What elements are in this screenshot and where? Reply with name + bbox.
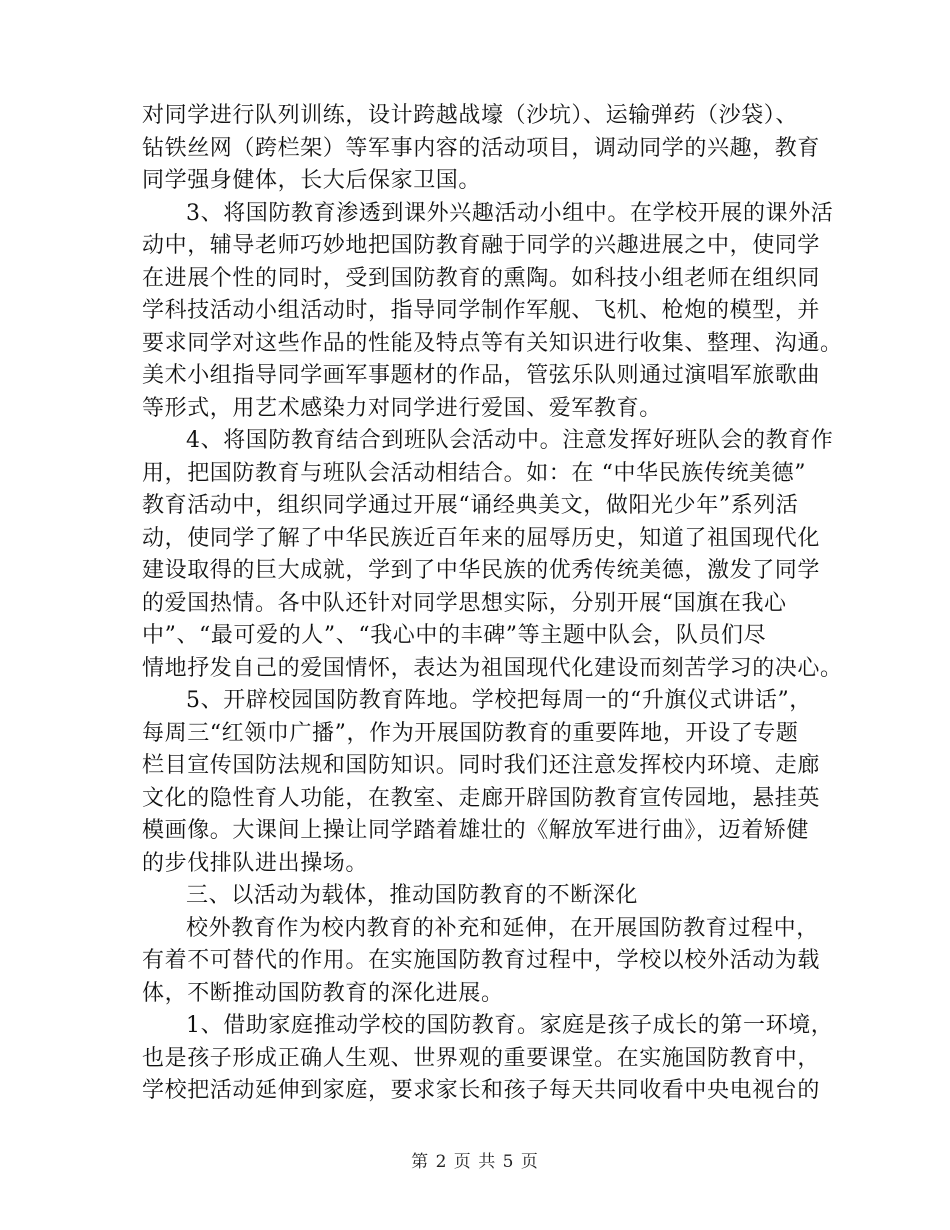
text-line: 等形式，用艺术感染力对同学进行爱国、爱军教育。	[142, 395, 662, 421]
text-line: 教育活动中，组织同学通过开展“诵经典美文，做阳光少年”系列活	[142, 493, 799, 518]
text-line: 的爱国热情。各中队还针对同学思想实际，分别开展“国旗在我心	[142, 590, 787, 616]
paragraph-first-line: 3、将国防教育渗透到课外兴趣活动小组中。在学校开展的课外活	[186, 200, 834, 226]
text-line: 的步伐排队进出操场。	[142, 850, 369, 876]
text-line: 要求同学对这些作品的性能及特点等有关知识进行收集、整理、沟通。	[142, 330, 843, 356]
paragraph-first-line: 5、开辟校园国防教育阵地。学校把每周一的“升旗仪式讲话”，	[186, 688, 812, 713]
text-line: 栏目宣传国防法规和国防知识。同时我们还注意发挥校内环境、走廊	[142, 753, 821, 778]
text-line: 美术小组指导同学画军事题材的作品，管弦乐队则通过演唱军旅歌曲	[142, 363, 821, 388]
text-line: 建设取得的巨大成就，学到了中华民族的优秀传统美德，激发了同学	[142, 558, 821, 583]
text-line: 有着不可替代的作用。在实施国防教育过程中，学校以校外活动为载	[142, 948, 821, 973]
text-line: 在进展个性的同时，受到国防教育的熏陶。如科技小组老师在组织同	[142, 265, 821, 291]
paragraph-first-line: 1、借助家庭推动学校的国防教育。家庭是孩子成长的第一环境，	[186, 1013, 834, 1038]
document-body	[142, 100, 843, 1108]
text-line: 模画像。大课间上操让同学踏着雄壮的《解放军进行曲》，迈着矫健	[142, 818, 810, 843]
text-line: 文化的隐性育人功能，在教室、走廊开辟国防教育宣传园地，悬挂英	[142, 785, 821, 811]
text-line: 体，不断推动国防教育的深化进展。	[142, 980, 504, 1006]
text-line: 情地抒发自己的爱国情怀，表达为祖国现代化建设而刻苦学习的决心。	[142, 655, 843, 681]
text-line: 学校把活动延伸到家庭，要求家长和孩子每天共同收看中央电视台的	[142, 1078, 821, 1103]
text-line: 中”、“最可爱的人”、“我心中的丰碑”等主题中队会，队员们尽	[142, 623, 767, 648]
text-line: 钻铁丝网（跨栏架）等军事内容的活动项目，调动同学的兴趣，教育	[142, 135, 821, 161]
text-line: 动，使同学了解了中华民族近百年来的屈辱历史，知道了祖国现代化	[142, 525, 821, 551]
text-line: 每周三“红领巾广播”，作为开展国防教育的重要阵地，开设了专题	[142, 720, 799, 746]
paragraph-first-line: 4、将国防教育结合到班队会活动中。注意发挥好班队会的教育作	[186, 428, 834, 453]
section-heading: 三、以活动为载体，推动国防教育的不断深化	[186, 883, 639, 908]
text-line: 用，把国防教育与班队会活动相结合。如：在 “中华民族传统美德”	[142, 460, 807, 486]
text-line: 也是孩子形成正确人生观、世界观的重要课堂。在实施国防教育中，	[142, 1045, 821, 1071]
text-line: 同学强身健体，长大后保家卫国。	[142, 168, 482, 193]
text-line: 学科技活动小组活动时，指导同学制作军舰、飞机、枪炮的模型，并	[142, 298, 821, 323]
text-line: 动中，辅导老师巧妙地把国防教育融于同学的兴趣进展之中，使同学	[142, 233, 821, 258]
paragraph-first-line: 校外教育作为校内教育的补充和延伸，在开展国防教育过程中，	[186, 915, 819, 941]
page-number-footer: 第 2 页 共 5 页	[411, 1152, 539, 1172]
text-line: 对同学进行队列训练，设计跨越战壕（沙坑）、运输弹药（沙袋）、	[142, 103, 799, 128]
